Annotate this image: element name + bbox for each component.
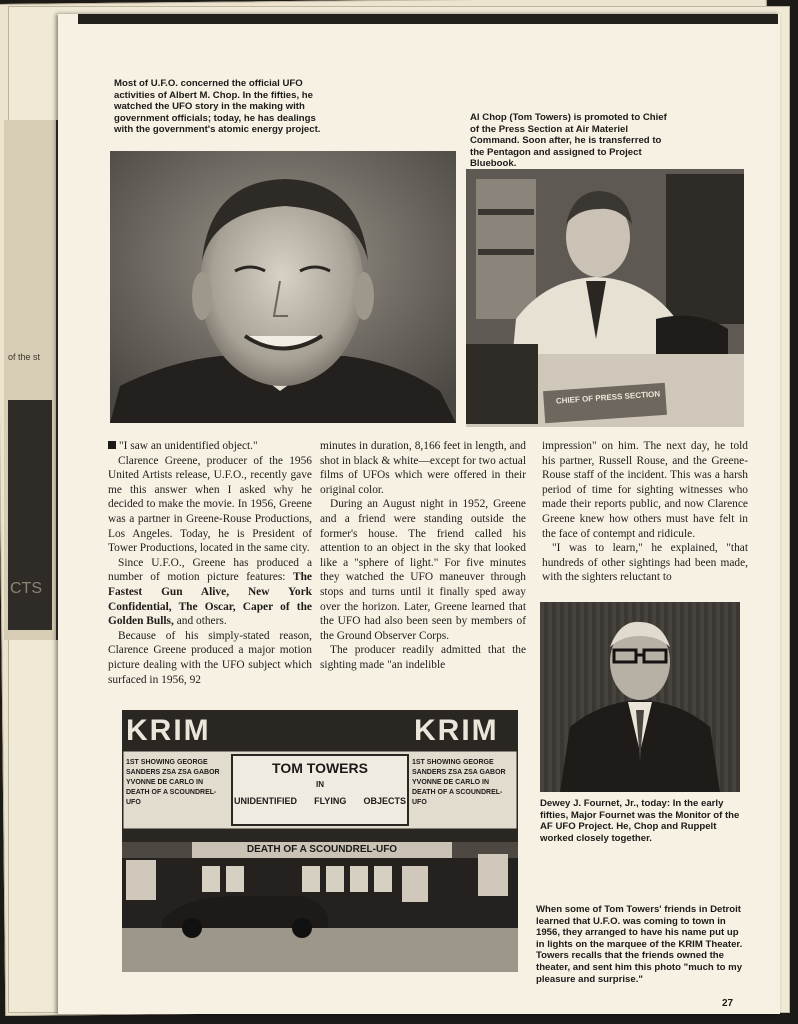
photo-chop-portrait: [110, 151, 456, 423]
page-number: 27: [722, 998, 734, 1009]
strip-fragment: of the st: [8, 352, 41, 362]
article-paragraph: "I was to learn," he explained, "that hundreds of other sightings had been made, with the sighters reluctant to: [542, 542, 748, 584]
marquee-side-left: 1ST SHOWING GEORGE SANDERS ZSA ZSA GABOR YVONNE DE CARLO IN DEATH OF A SCOUNDREL-UFO: [126, 759, 220, 806]
theater-sign-right: KRIM: [414, 714, 499, 747]
article-paragraph: Clarence Greene, producer of the 1956 United Artists release, U.F.O., recently gave me this answer when I asked why he decided to make the movie. In 1956, Greene was a partner in Greene-Rouse Productions, Los Angeles. Today, he is President of Tower Productions, located in the same city.: [108, 454, 312, 555]
photo-fournet: [540, 602, 740, 792]
article-column-1: [108, 439, 312, 687]
bullet-icon: [108, 441, 116, 449]
marquee-word: OBJECTS: [363, 796, 406, 806]
article-paragraph: impression" on him. The next day, he told his partner, Russell Rouse, and the Greene-Rouse staff of the incident. This was a harsh period of time for sighting witnesses who made their reports public, and now Clarence Greene knew how others must have felt in the face of contempt and ridicule.: [542, 440, 748, 540]
article-paragraph: Since U.F.O., Greene has produced a number of motion picture features: The Fastest Gun Alive, New York Confidential, The Oscar, Caper of the Golden Bulls, and others.: [108, 556, 312, 628]
article-paragraph: The producer readily admitted that the sighting made "an indelible: [320, 644, 526, 671]
marquee-in: IN: [316, 780, 324, 789]
marquee-word: FLYING: [314, 796, 347, 806]
caption-chop-right: Al Chop (Tom Towers) is promoted to Chief of the Press Section at Air Materiel Command. Soon after, he is transferred to the Pentagon and assigned to Project Bluebook.: [470, 112, 667, 170]
desk-nameplate: CHIEF OF PRESS SECTION: [555, 389, 661, 406]
article-paragraph: "I saw an unidentified object.": [119, 440, 258, 452]
lower-sign: DEATH OF A SCOUNDREL-UFO: [246, 844, 398, 855]
caption-fournet: Dewey J. Fournet, Jr., today: In the early fifties, Major Fournet was the Monitor of the AF UFO Project. He, Chop and Ruppelt worked closely together.: [540, 798, 740, 844]
photo-krim-theater: [122, 710, 518, 972]
article-column-2: [320, 439, 526, 673]
theater-sign-left: KRIM: [126, 714, 211, 747]
underlying-page-dark: [8, 400, 52, 630]
marquee-word: UNIDENTIFIED: [234, 796, 297, 806]
film-titles: The Fastest Gun Alive, New York Confidential, The Oscar, Caper of the Golden Bulls,: [108, 571, 312, 628]
page-top-edge: [78, 14, 778, 24]
caption-chop-left: Most of U.F.O. concerned the official UFO activities of Albert M. Chop. In the fifties, he watched the UFO story in the making with government officials; today, he has dealings with the government's atomic energy project.: [114, 78, 321, 136]
article-paragraph: During an August night in 1952, Greene and a friend were standing outside the former's house. The friend called his attention to an object in the sky that looked like a "sphere of light." For five minutes they watched the UFO maneuver through stops and turns until it finally sped away over the horizon. Later, Greene learned that the UFO had also been seen by members of the Ground Observer Corps.: [320, 498, 526, 642]
article-paragraph: minutes in duration, 8,166 feet in length, and shot in black & white—except for two actual films of UFOs which were offered in their original color.: [320, 440, 526, 496]
caption-theater: When some of Tom Towers' friends in Detroit learned that U.F.O. was coming to town in 1956, they arranged to have his name put up in lights on the marquee of the KRIM Theater. Towers recalls that the friends owned the theater, and sent him this photo "much to my pleasure and surprise.": [536, 904, 743, 985]
marquee-title: TOM TOWERS: [272, 760, 368, 776]
strip-fragment: CTS: [10, 580, 42, 597]
article-column-3: [542, 439, 748, 585]
marquee-side-right: 1ST SHOWING GEORGE SANDERS ZSA ZSA GABOR YVONNE DE CARLO IN DEATH OF A SCOUNDREL-UFO: [412, 759, 506, 806]
marquee-film-title: [234, 796, 406, 806]
magazine-page: [58, 14, 780, 1014]
photo-chop-desk: [466, 169, 744, 427]
article-paragraph: Because of his simply-stated reason, Clarence Greene produced a major motion picture dealing with the UFO subject which surfaced in 1956, 92: [108, 629, 312, 686]
